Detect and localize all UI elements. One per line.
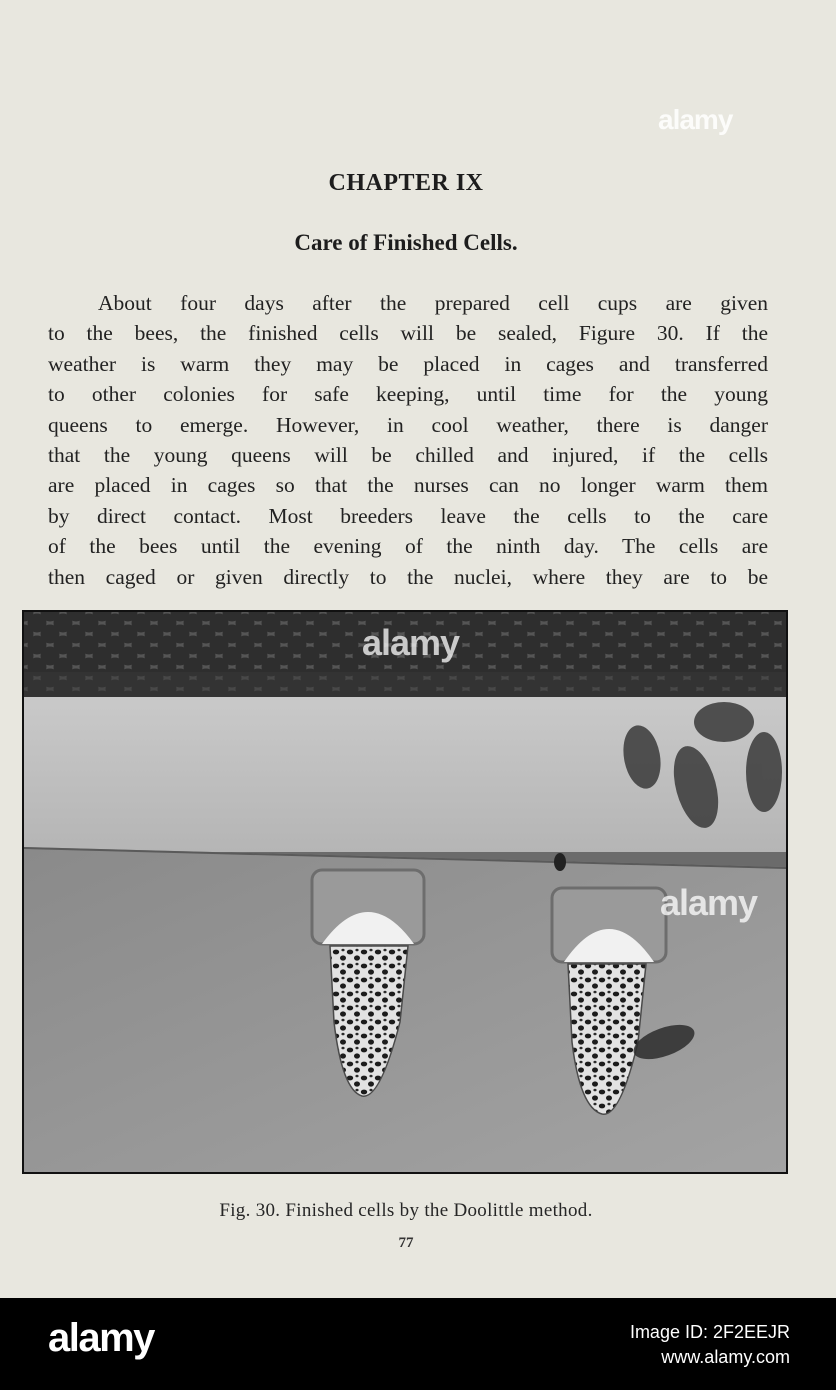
paragraph-line: queens to emerge. However, in cool weather, there is danger — [48, 412, 768, 437]
section-title: Care of Finished Cells. — [294, 230, 518, 255]
body-paragraph — [48, 288, 768, 592]
paragraph-line: are placed in cages so that the nurses can no longer warm them — [48, 473, 768, 498]
paragraph-line: weather is warm they may be placed in cages and transferred — [48, 351, 768, 376]
site-url[interactable]: www.alamy.com — [661, 1347, 790, 1367]
paragraph-line: by direct contact. Most breeders leave the cells to the care — [48, 503, 768, 528]
watermark-figure-right: alamy — [660, 882, 758, 923]
alamy-logo[interactable]: alamy — [48, 1316, 154, 1360]
image-id: Image ID: 2F2EEJR — [629, 1322, 790, 1342]
paragraph-line: to the bees, the finished cells will be sealed, Figure 30. If the — [48, 321, 768, 346]
watermark-figure: alamy — [362, 622, 460, 663]
stock-banner — [0, 1298, 836, 1390]
figure-photo — [22, 610, 788, 1174]
paragraph-line: that the young queens will be chilled and injured, if the cells — [48, 443, 768, 468]
paragraph-line: then caged or given directly to the nuclei, where they are to be — [48, 564, 768, 589]
watermark-page: alamy — [658, 104, 733, 135]
paragraph-line: of the bees until the evening of the ninth day. The cells are — [48, 534, 768, 559]
page-number: 77 — [398, 1235, 414, 1251]
figure-caption: Fig. 30. Finished cells by the Doolittle method. — [219, 1200, 593, 1221]
paragraph-line: About four days after the prepared cell cups are given — [98, 291, 768, 315]
image-id-block — [630, 1322, 790, 1372]
chapter-heading: CHAPTER IX — [328, 170, 484, 196]
paragraph-line: to other colonies for safe keeping, until time for the young — [48, 382, 768, 407]
